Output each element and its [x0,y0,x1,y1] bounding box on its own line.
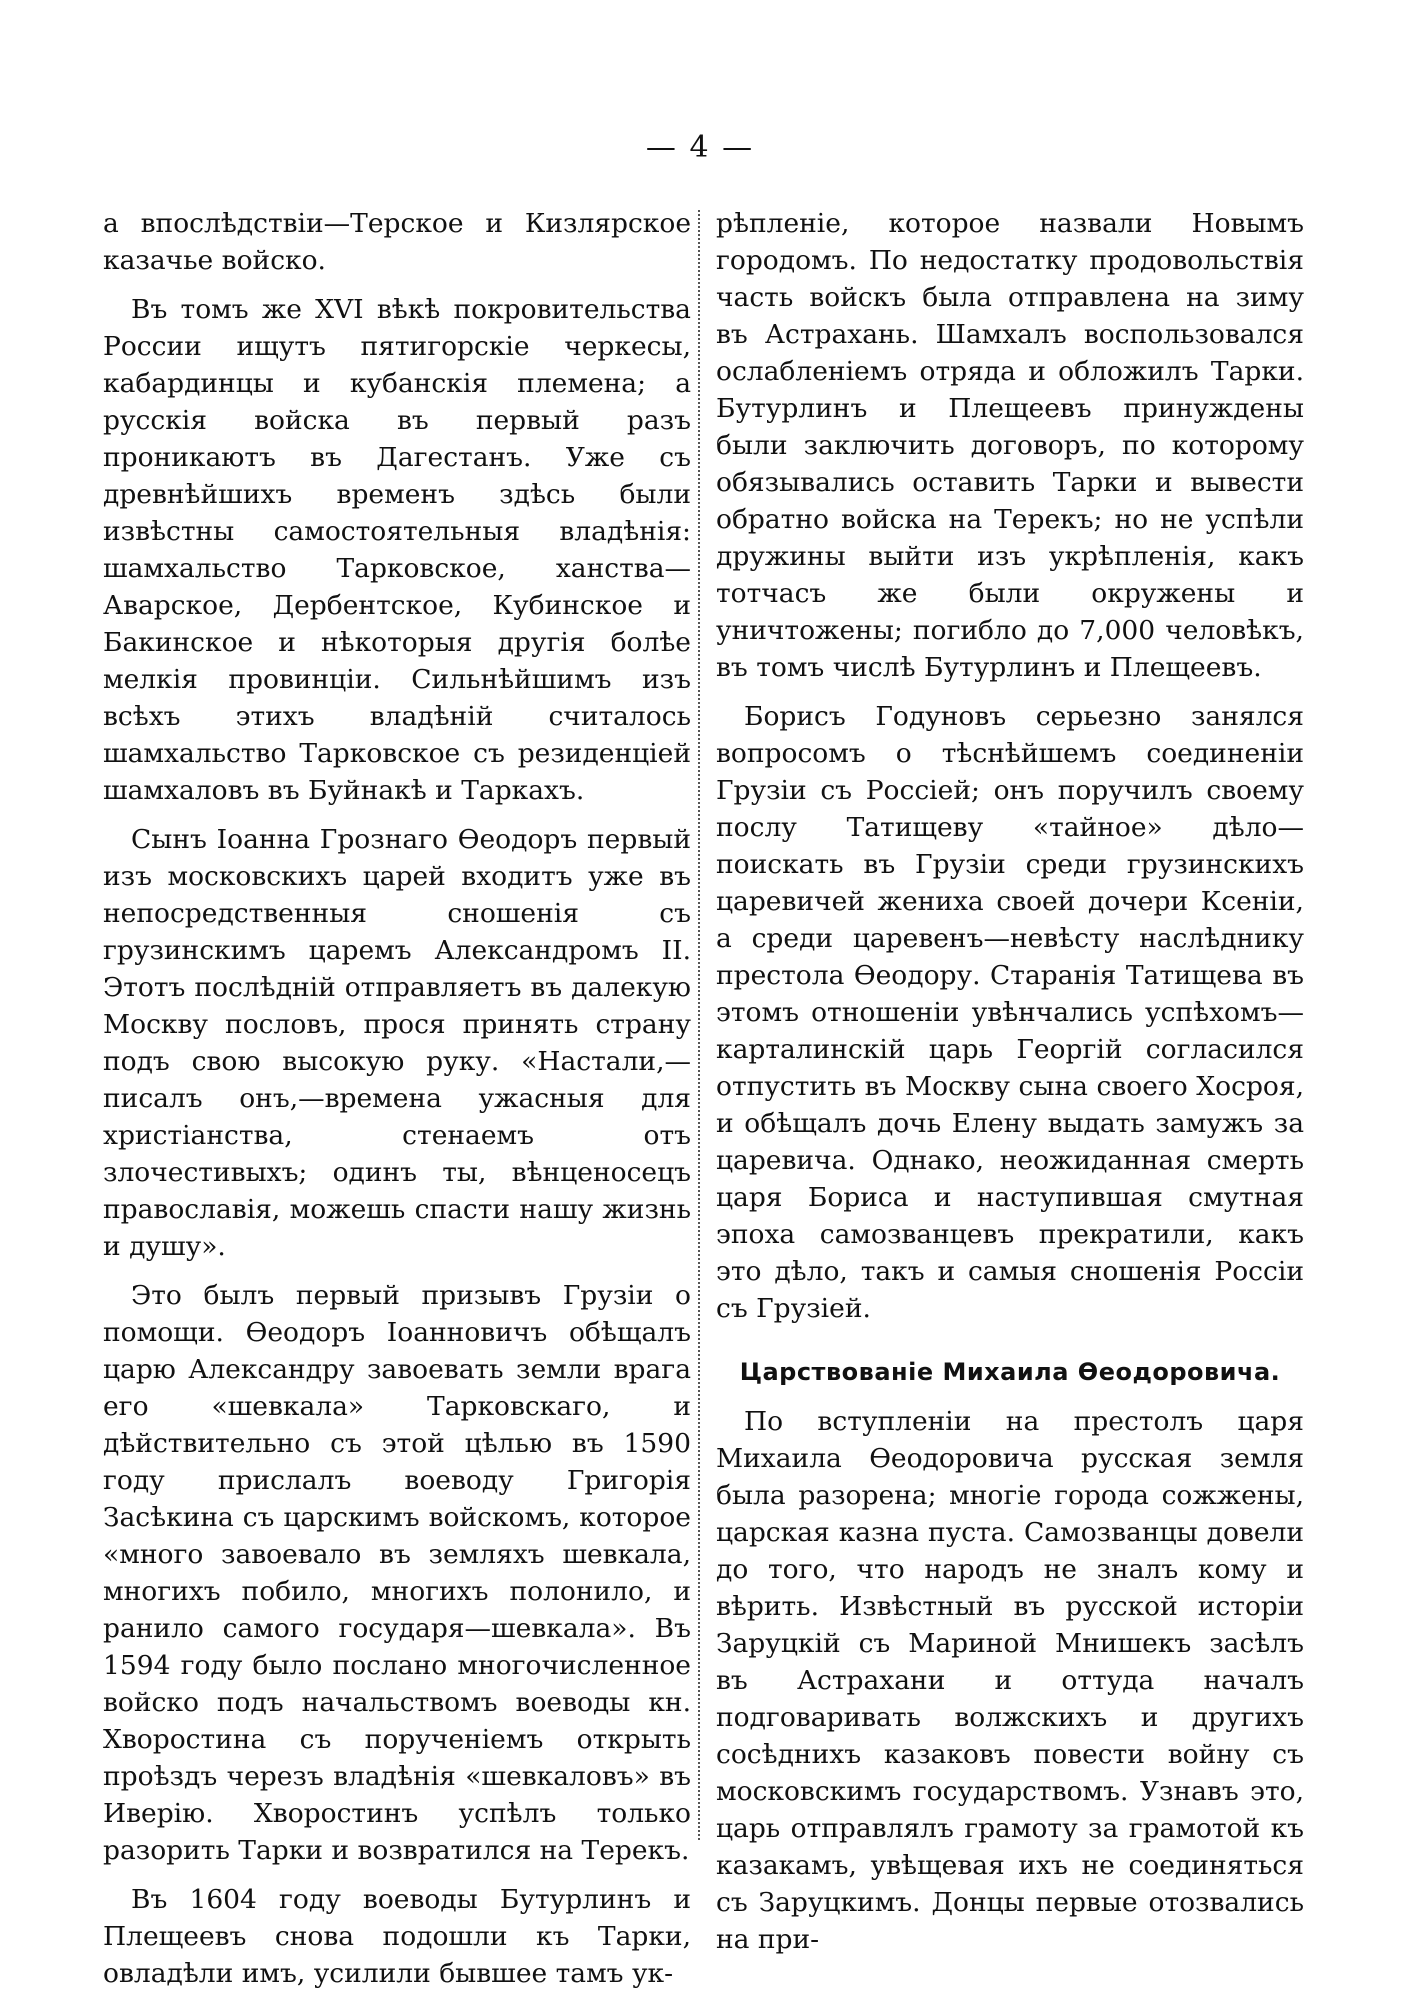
paragraph: По вступленіи на престолъ царя Михаила Ѳеодоровича русская земля была разорена; многіе города сожжены, царская казна пуста. Самозванцы довели до того, что народъ не зналъ кому и вѣрить. Извѣстный въ русской исторіи Заруцкій съ Мариной Мнишекъ засѣлъ въ Астрахани и оттуда началъ подговаривать волжскихъ и другихъ сосѣднихъ казаковъ повести войну съ московскимъ государствомъ. Узнавъ это, царь отправлялъ грамоту за грамотой къ казакамъ, увѣщевая ихъ не соединяться съ Заруцкимъ. Донцы первые отозвались на при- [716,1406,1304,1955]
paragraph: Это былъ первый призывъ Грузіи о помощи. Ѳеодоръ Іоанновичъ обѣщалъ царю Александру завоевать земли врага его «шевкала» Тарковскаго, и дѣйствительно съ этой цѣлью въ 1590 году прислалъ воеводу Григорія Засѣкина съ царскимъ войскомъ, которое «много завоевало въ земляхъ шевкала, многихъ побило, многихъ полонило, и ранило самого государя—шевкала». Въ 1594 году было послано многочисленное войско подъ начальствомъ воеводы кн. Хворостина съ порученіемъ открыть проѣздъ черезъ владѣнія «шевкаловъ» въ Иверію. Хворостинъ успѣлъ только разорить Тарки и возвратился на Терекъ. [103,1280,691,1866]
right-column [716,205,1304,1970]
paragraph: Борисъ Годуновъ серьезно занялся вопросомъ о тѣснѣйшемъ соединеніи Грузіи съ Россіей; онъ поручилъ своему послу Татищеву «тайное» дѣло—поискать въ Грузіи среди грузинскихъ царевичей жениха своей дочери Ксеніи, а среди царевенъ—невѣсту наслѣднику престола Ѳеодору. Старанія Татищева въ этомъ отношеніи увѣнчались успѣхомъ—карталинскій царь Георгій согласился отпустить въ Москву сына своего Хосроя, и обѣщалъ дочь Елену выдать замужъ за царевича. Однако, неожиданная смерть царя Бориса и наступившая смутная эпоха самозванцевъ прекратили, какъ это дѣло, такъ и самыя сношенія Россіи съ Грузіей. [716,701,1304,1324]
column-divider [698,210,700,1840]
section-heading: Царствованіе Михаила Ѳеодоровича. [739,1358,1281,1386]
paragraph: Сынъ Іоанна Грознаго Ѳеодоръ первый изъ московскихъ царей входитъ уже въ непосредственныя сношенія съ грузинскимъ царемъ Александромъ II. Этотъ послѣдній отправляетъ въ далекую Москву пословъ, прося принять страну подъ свою высокую руку. «Настали,—писалъ онъ,—времена ужасныя для христіанства, стенаемъ отъ злочестивыхъ; одинъ ты, вѣнценосецъ православія, можешь спасти нашу жизнь и душу». [103,824,691,1262]
paragraph: Въ томъ же XVI вѣкѣ покровительства России ищутъ пятигорскіе черкесы, кабардинцы и кубанскія племена; а русскія войска въ первый разъ проникаютъ въ Дагестанъ. Уже съ древнѣйшихъ временъ здѣсь были извѣстны самостоятельныя владѣнія: шамхальство Тарковское, ханства—Аварское, Дербентское, Кубинское и Бакинское и нѣкоторыя другія болѣе мелкія провинціи. Сильнѣйшимъ изъ всѣхъ этихъ владѣній считалось шамхальство Тарковское съ резиденціей шамхаловъ въ Буйнакѣ и Таркахъ. [103,294,691,806]
paragraph: рѣпленіе, которое назвали Новымъ городомъ. По недостатку продовольствія часть войскъ была отправлена на зиму въ Астрахань. Шамхалъ воспользовался ослабленіемъ отряда и обложилъ Тарки. Бутурлинъ и Плещеевъ принуждены были заключить договоръ, по которому обязывались оставить Тарки и вывести обратно войска на Терекъ; но не успѣли дружины выйти изъ укрѣпленія, какъ тотчасъ же были окружены и уничтожены; погибло до 7,000 человѣкъ, въ томъ числѣ Бутурлинъ и Плещеевъ. [716,208,1304,683]
paragraph: Въ 1604 году воеводы Бутурлинъ и Плещеевъ снова подошли къ Тарки, овладѣли имъ, усилили бывшее тамъ ук- [103,1884,691,1989]
left-column [103,205,691,2004]
paragraph: а впослѣдствіи—Терское и Кизлярское казачье войско. [103,208,691,276]
page-number: — 4 — [645,130,755,165]
